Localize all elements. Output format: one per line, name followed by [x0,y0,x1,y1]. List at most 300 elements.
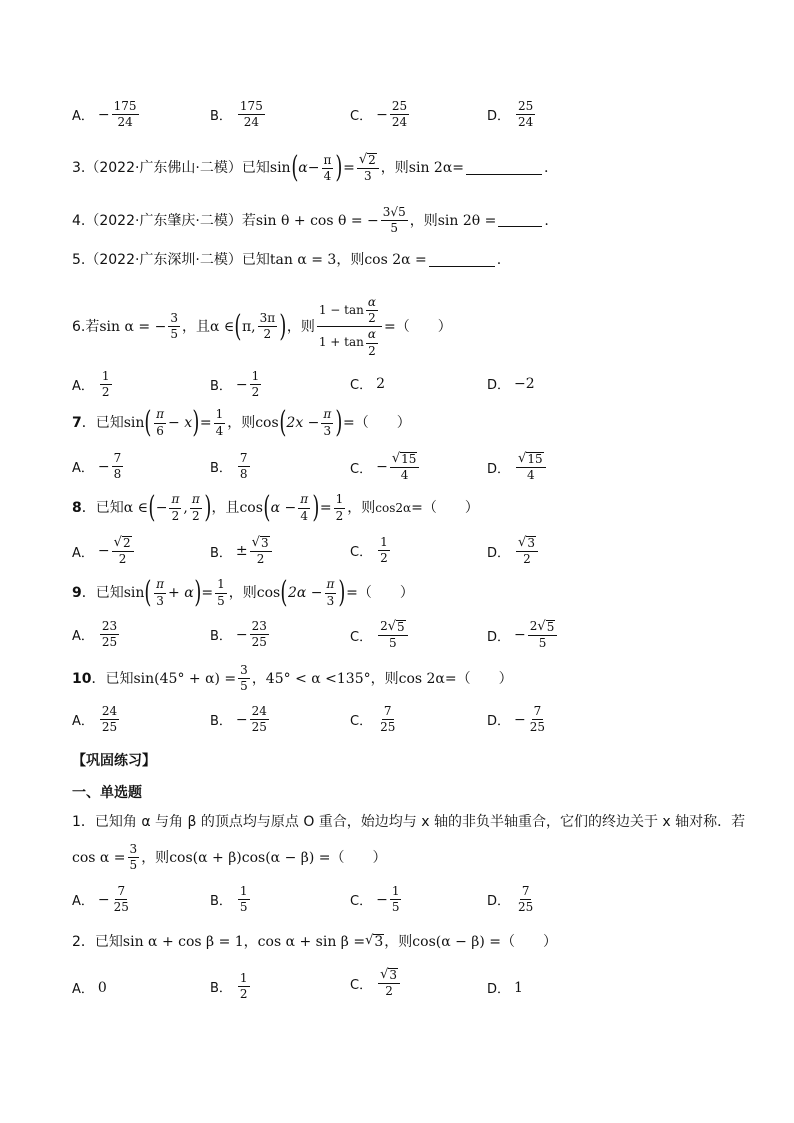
math-expr: α − [270,500,297,516]
option-label: A． [72,894,94,910]
numerator: π [154,408,166,423]
math-expr: cos 2α = [364,252,427,268]
numerator: 25 [390,100,409,115]
sign: − [235,626,248,643]
option-C [350,374,385,393]
numerator: 1 [390,885,402,900]
denominator: 3 [326,593,335,608]
math-op: − [307,160,320,177]
denominator: 5 [538,636,547,651]
question-8: 8 ． 已知 α ∈ ( − $\frac{\pi}{2}$ , $\frac{\pi}{2}$ ) ，且 cos ( α − $\frac{\pi}{4}$ ) = $\frac{1}{2}$ ，则 cos2α =（ ） [72,490,479,525]
option-B [210,705,271,734]
answer-blank[interactable] [429,254,495,267]
choice-brackets: （ ） [501,933,558,950]
denominator: 5 [170,327,178,342]
option-A [72,100,141,129]
denominator: 2 [251,385,260,400]
numerator: 1 [215,578,227,593]
question-7 [72,405,411,440]
fraction [154,578,166,607]
option-A [72,370,114,399]
fraction [112,885,131,914]
math-expr: 1 + tan [318,335,364,350]
fraction [238,664,250,693]
paren-right: ) [335,405,343,440]
answer-blank[interactable] [466,162,542,175]
denominator: 3 [363,169,372,184]
radicand: 2 [122,536,131,550]
math-expr: 2x − [286,415,320,431]
numerator: 7 [382,705,394,720]
numerator: 1 [100,370,112,385]
option-value: 0 [97,979,107,996]
math-expr: α ∈ [209,318,235,335]
fraction [322,154,334,183]
option-B [210,452,252,481]
numerator: 23 [250,620,269,635]
option-label: C． [350,629,373,645]
fraction [325,578,337,607]
denominator: 2 [385,984,393,999]
option-label: C． [350,977,373,993]
math-expr: − x [168,415,193,431]
option-label: A． [72,461,94,477]
option-C [350,705,399,734]
option-B [210,972,252,1001]
numerator: √ 3 [378,968,400,984]
option-label: B． [210,379,232,395]
fraction [250,536,272,566]
numerator: 3√5 [381,206,408,221]
option-D [487,452,548,482]
option-label: A． [72,545,94,561]
numerator: 3 [238,664,250,679]
numerator: 3π [258,312,278,327]
numerator: 7 [532,705,544,720]
fraction [169,493,181,522]
denominator: 5 [390,221,399,236]
numerator: 1 [238,972,250,987]
fraction [112,100,139,129]
paren-left: ( [144,575,152,610]
option-label: B． [210,545,232,561]
choice-brackets: （ ） [330,849,387,866]
numerator: 3 [128,843,140,858]
paren-right: ) [194,575,202,610]
math-op: = [343,160,355,177]
denominator: 2 [191,508,200,523]
math-func: cos [256,585,281,601]
denominator [317,327,382,357]
sign: − [97,543,110,560]
square-root: √ 3 [365,933,384,950]
option-label: B． [210,894,232,910]
numerator: 7 [520,885,532,900]
denominator: 5 [129,858,138,873]
paren-left: ( [279,405,287,440]
denominator: 4 [400,468,409,483]
radicand: 5 [397,620,405,634]
denominator: 3 [156,593,164,608]
sign: − [235,711,248,728]
fraction [214,408,226,437]
option-D [487,978,523,997]
choice-brackets: =（ ） [346,585,414,601]
section-heading-single-choice: 一、单选题 [72,785,142,801]
fraction [190,493,202,522]
math-var: π, [241,318,256,335]
question-number: 7 [72,415,82,431]
option-label: A． [72,982,94,997]
math-op: = [452,160,465,177]
question-text: 已知 [95,500,124,516]
option-label: D． [487,545,511,561]
math-op: = [199,415,212,431]
fraction [250,705,269,734]
denominator: 25 [380,720,396,735]
question-text: ，且 [211,500,240,516]
option-B [210,536,274,566]
numerator: 3 [168,312,180,327]
option-value: −2 [514,375,535,392]
denominator: 5 [217,593,225,608]
numerator: α [366,296,378,311]
denominator: 2 [368,343,376,358]
denominator: 2 [118,552,127,567]
denominator: 2 [263,327,272,342]
fraction [357,153,379,183]
math-expr: sin θ + cos θ = − [255,212,379,229]
question-3 [72,150,549,186]
fraction [516,452,546,482]
option-label: B． [210,629,232,645]
numerator: 7 [238,452,250,467]
sign: − [376,891,388,908]
numerator: π [325,578,337,593]
question-text: ，则 [141,849,170,866]
option-A [72,705,121,734]
option-C [350,536,392,565]
question-text: ，则 [409,212,438,229]
numerator: 175 [238,100,265,115]
question-6 [72,296,452,358]
practice-question-1-line2 [72,843,386,872]
fraction [390,452,420,482]
question-4 [72,206,549,235]
numerator: 1 [250,370,262,385]
option-B [210,100,267,129]
numerator: 25 [516,100,535,115]
numerator: √ 3 [250,536,272,552]
fraction [238,100,265,129]
option-A [72,885,133,914]
math-expr: cos α = [72,849,126,866]
option-value: 2 [376,375,385,392]
math-expr: cos(α − β) = [412,933,502,950]
paren-right: ) [312,490,320,525]
denominator: 4 [323,168,332,183]
denominator: 2 [256,552,265,567]
question-number: 9 [72,585,82,601]
paren-right: ) [279,308,287,344]
period: . [544,160,549,177]
denominator: 25 [101,720,118,735]
fraction [528,620,558,650]
denominator: 25 [518,900,534,915]
option-C [350,452,421,482]
denominator: 2 [101,385,110,400]
numerator: √ 2 [357,153,379,169]
option-D [487,885,537,914]
option-label: A． [72,714,94,730]
question-text: ，则 [336,252,365,268]
paren-left: ( [148,490,156,525]
math-expr: cos α + sin β = [257,933,366,950]
radicand: 3 [527,536,535,550]
question-text: 2．已知 [72,933,123,950]
option-label: D． [487,894,511,910]
math-expr: α ∈ [123,500,149,516]
option-label: B． [210,109,232,125]
fraction [100,370,112,399]
denominator: 25 [101,635,118,650]
fraction [215,578,227,607]
math-func: cos [239,500,263,516]
option-label: B． [210,981,232,997]
math-expr: sin(45° + α) = [133,670,237,687]
option-A [72,620,121,649]
option-D [487,374,535,393]
question-number: 8 [72,500,82,516]
choice-brackets: =（ ） [343,415,411,431]
answer-blank[interactable] [498,214,542,227]
question-text: ． [91,670,106,687]
denominator: 4 [526,468,535,483]
option-label: A． [72,629,94,645]
option-label: B． [210,714,232,730]
fraction [298,493,310,522]
numerator: 1 [334,493,346,508]
period: . [496,252,502,268]
question-text: ，则 [347,500,376,516]
fraction [378,968,400,998]
sign: − [514,711,526,728]
math-expr: 1 − tan [318,303,364,318]
fraction [100,705,119,734]
denominator: 8 [239,467,248,482]
question-text: ，且 [181,318,210,335]
denominator: 24 [518,115,534,130]
option-B [210,370,263,399]
denominator: 2 [380,551,388,566]
denominator: 24 [391,115,408,130]
paren-left: ( [144,405,152,440]
option-A [72,978,107,997]
paren-right: ) [204,490,212,525]
denominator: 8 [113,467,122,482]
math-expr: sin α = − [99,318,167,335]
question-number: 10 [72,670,92,687]
fraction [112,536,134,566]
section-heading-practice: 【巩固练习】 [72,753,156,769]
denominator: 24 [117,115,133,130]
paren-left: ( [263,490,271,525]
math-expr: cos 2α [398,670,445,687]
option-label: B． [210,461,232,477]
radicand: 15 [401,452,417,466]
paren-right: ) [335,150,343,186]
fraction [378,705,397,734]
radicand: 3 [374,934,384,950]
option-value: 1 [514,979,523,996]
radicand: 5 [546,620,555,634]
question-9 [72,575,414,610]
denominator: 25 [251,720,267,735]
option-B [210,885,252,914]
math-expr: sin α + cos β = 1 [122,933,244,950]
numerator: √ 2 [112,536,134,552]
question-5 [72,253,501,267]
question-text: 已知 [95,415,124,431]
denominator: 24 [243,115,260,130]
denominator: 5 [239,900,248,915]
math-var: α [298,160,308,177]
numerator: 175 [112,100,139,115]
denominator: 4 [215,423,224,438]
math-func: cos [255,415,279,431]
option-label: A． [72,109,94,125]
denominator: 25 [113,900,129,915]
numerator: 2 √ 5 [528,620,558,636]
numerator: π [190,493,202,508]
numerator: 24 [250,705,269,720]
math-op: = [384,318,396,335]
denominator: 2 [171,508,180,523]
option-label: A． [72,379,94,395]
sign: − [97,891,110,908]
numerator: 24 [100,705,119,720]
sign: − [376,459,388,476]
option-label: C． [350,109,373,125]
question-text: ，则 [227,415,256,431]
big-fraction [317,296,382,358]
option-label: C． [350,714,373,730]
practice-question-1-line1 [72,815,745,829]
sign: − [97,106,110,123]
option-B [210,620,271,649]
fraction [238,885,250,914]
coefficient: 2 [380,619,388,633]
option-D [487,100,537,129]
sign: − [97,458,110,475]
numerator: 1 [378,536,390,551]
option-C [350,620,410,650]
option-C [350,885,403,914]
denominator: 2 [523,552,531,567]
sign: ± [235,543,248,560]
question-10 [72,664,513,693]
option-label: D． [487,714,511,730]
numerator [317,296,382,327]
numerator: α [366,328,378,343]
option-label: D． [487,109,511,125]
math-op: = [319,500,332,516]
fraction [100,620,119,649]
paren-right: ) [192,405,200,440]
option-D [487,705,549,734]
choice-brackets: =（ ） [444,670,513,687]
option-label: C． [350,461,373,477]
denominator: 25 [529,720,546,735]
radicand: 2 [368,153,376,167]
fraction [258,312,278,341]
math-func: sin [123,415,145,431]
fraction [238,452,250,481]
sign: − [235,376,248,393]
question-text: ，则 [228,585,257,601]
option-label: D． [487,378,511,393]
math-expr: + α [168,585,194,601]
radicand: 3 [389,968,398,982]
question-text: 3.（2022·广东佛山·二模）已知 [72,160,270,177]
fraction [334,493,346,522]
fraction [128,843,140,872]
math-func: sin [123,585,145,601]
option-D [487,620,559,650]
fraction [390,885,402,914]
fraction [112,452,124,481]
numerator: π [298,493,310,508]
fraction [238,972,250,1001]
math-expr: tan α = 3 [269,252,337,268]
numerator: 7 [115,885,127,900]
fraction [250,370,262,399]
fraction [250,620,269,649]
math-expr: cos2α [375,501,412,515]
numerator: π [321,408,333,423]
question-text: 已知 [95,585,124,601]
fraction [378,536,390,565]
denominator: 2 [368,311,376,326]
option-C [350,968,402,998]
numerator: √ 3 [516,536,538,552]
denominator: 25 [251,635,267,650]
fraction [378,620,408,650]
option-label: D． [487,461,511,477]
option-A [72,536,136,566]
fraction [516,536,538,566]
question-text: ． [81,585,96,601]
fraction [168,312,180,341]
math-expr: sin 2α [408,160,453,177]
fraction [381,206,408,235]
fraction [390,100,409,129]
question-text: ， [243,933,258,950]
question-text: ，则 [286,318,315,335]
option-label: C． [350,894,373,910]
fraction [321,408,333,437]
option-label: C． [350,545,373,561]
numerator: 2 √ 5 [378,620,408,636]
paren-right: ) [338,575,346,610]
numerator: π [169,493,181,508]
question-text: ，则 [370,670,399,687]
fraction [516,100,535,129]
question-text: 1．已知角 α 与角 β 的顶点均与原点 O 重合，始边均与 x 轴的非负半轴重合，它们的终边关于 x 轴对称．若 [72,814,746,830]
sign: − [514,627,526,644]
option-D [487,536,540,566]
numerator: √ 15 [390,452,420,468]
